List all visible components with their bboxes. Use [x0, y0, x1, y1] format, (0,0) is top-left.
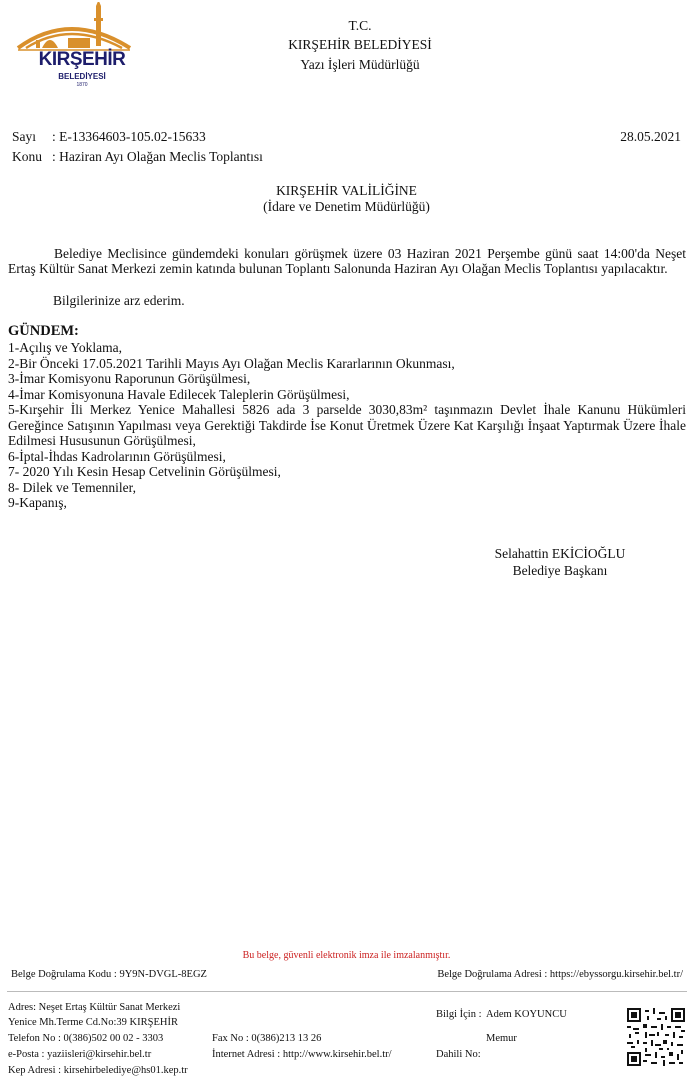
agenda-item: 5-Kırşehir İli Merkez Yenice Mahallesi 5826 ada 3 parselde 3030,83m² taşınmazın Devlet İhale Kanunu Hükümleri Gereğince Satışının Yapılması veya Gerektiği Takdirde İse Konut Üretmek Üzere Kat Karşılığı İnşaat Yaptırmak Üzere İhale Edilmesi Hususunun Görüşülmesi,: [8, 402, 686, 448]
sayi-label: Sayı: [12, 129, 37, 144]
info-role: Memur: [486, 1033, 517, 1044]
closing-line: Bilgilerinize arz ederim.: [53, 293, 185, 308]
agenda-list: [8, 340, 686, 511]
logo-year: 1870: [76, 82, 88, 88]
signatory-name: Selahattin EKİCİOĞLU: [494, 546, 626, 561]
recipient-subtitle: (İdare ve Denetim Müdürlüğü): [263, 199, 430, 214]
sayi-value: : E-13364603-105.02-15633: [52, 129, 206, 144]
footer-fax: Fax No : 0(386)213 13 26: [212, 1033, 322, 1044]
agenda-item: 7- 2020 Yılı Kesin Hesap Cetvelinin Görüşülmesi,: [8, 464, 281, 479]
header-department: Yazı İşleri Müdürlüğü: [300, 57, 420, 72]
agenda-item: 2-Bir Önceki 17.05.2021 Tarihli Mayıs Ayı Olağan Meclis Kararlarının Okunması,: [8, 355, 455, 371]
footer-kep: Kep Adresi : kirsehirbelediye@hs01.kep.tr: [8, 1065, 188, 1076]
dahili-no: Dahili No:: [436, 1049, 481, 1060]
esign-notice: Bu belge, güvenli elektronik imza ile imzalanmıştır.: [242, 950, 451, 961]
qr-code-icon: [627, 1008, 685, 1066]
agenda-item: 9-Kapanış,: [8, 495, 67, 510]
konu-value: : Haziran Ayı Olağan Meclis Toplantısı: [52, 149, 263, 164]
footer-website[interactable]: İnternet Adresi : http://www.kirsehir.bel.tr/: [212, 1049, 392, 1060]
agenda-item: 1-Açılış ve Yoklama,: [8, 340, 122, 355]
qr-code: [627, 1008, 685, 1066]
agenda-title: GÜNDEM:: [8, 323, 79, 339]
info-name: Adem KOYUNCU: [486, 1009, 567, 1020]
footer-phone: Telefon No : 0(386)502 00 02 - 3303: [8, 1033, 164, 1044]
body-paragraph: Belediye Meclisince gündemdeki konuları görüşmek üzere 03 Haziran 2021 Perşembe günü saat 14:00'da Neşet Ertaş Kültür Sanat Merkezi zemin katında bulunan Toplantı Salonunda Haziran Ayı Olağan Meclis Toplantısı yapılacaktır.: [8, 246, 686, 276]
agenda-item: 3-İmar Komisyonu Raporunun Görüşülmesi,: [8, 371, 251, 386]
logo-subtitle: BELEDİYESİ: [58, 72, 106, 81]
konu-label: Konu: [12, 149, 42, 164]
agenda-item: 6-İptal-İhdas Kadrolarının Görüşülmesi,: [8, 448, 226, 464]
footer-address-line2: Yenice Mh.Terme Cd.No:39 KIRŞEHİR: [8, 1017, 178, 1028]
header-institution: KIRŞEHİR BELEDİYESİ: [288, 37, 432, 52]
logo-wordmark: KIRŞEHİR: [38, 49, 126, 70]
kirsehir-belediyesi-logo: [10, 2, 136, 94]
document-date: 28.05.2021: [620, 129, 681, 144]
footer-address-line1: Adres: Neşet Ertaş Kültür Sanat Merkezi: [8, 1002, 181, 1013]
info-label: Bilgi İçin :: [436, 1009, 482, 1020]
footer-divider: [7, 991, 687, 992]
verification-code: Belge Doğrulama Kodu : 9Y9N-DVGL-8EGZ: [11, 969, 207, 980]
header-tc: T.C.: [348, 18, 372, 33]
agenda-item: 8- Dilek ve Temenniler,: [8, 479, 136, 495]
verification-address[interactable]: Belge Doğrulama Adresi : https://ebyssorgu.kirsehir.bel.tr/: [437, 969, 683, 980]
footer-email[interactable]: e-Posta : yaziisleri@kirsehir.bel.tr: [8, 1049, 152, 1060]
signatory-title: Belediye Başkanı: [512, 563, 608, 578]
agenda-item: 4-İmar Komisyonuna Havale Edilecek Taleplerin Görüşülmesi,: [8, 386, 350, 402]
recipient-title: KIRŞEHİR VALİLİĞİNE: [276, 183, 417, 198]
